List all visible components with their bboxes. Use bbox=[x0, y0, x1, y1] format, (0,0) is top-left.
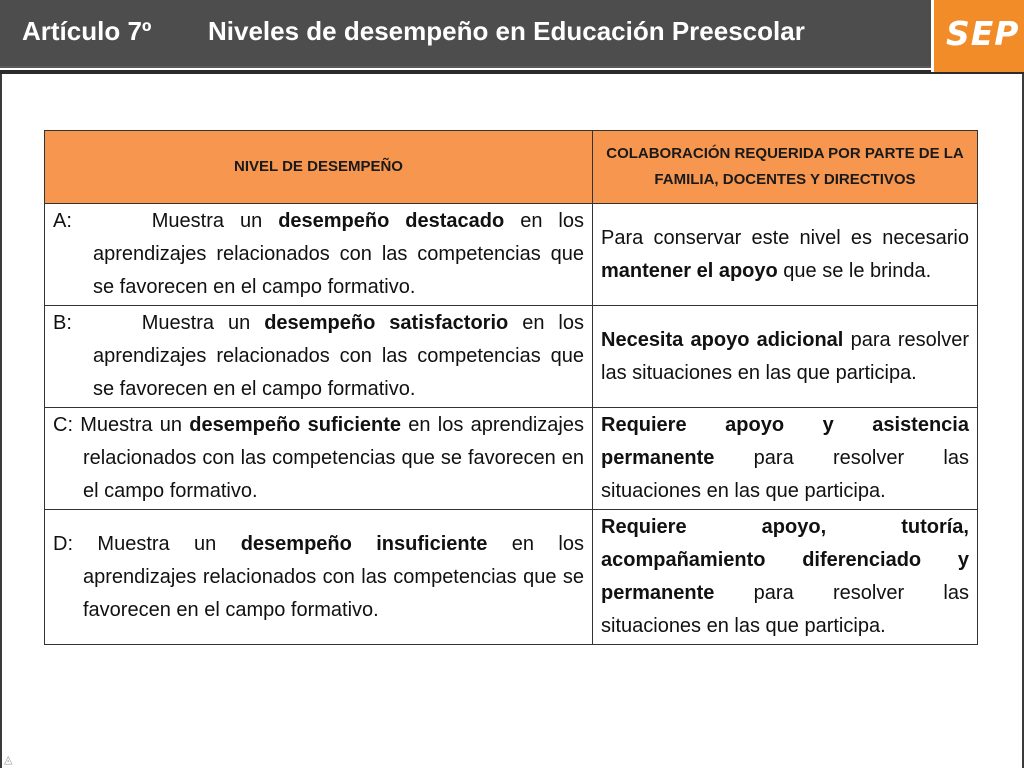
collab-bold: Requiere apoyo, tutoría, acompañamiento diferenciado y permanente bbox=[601, 516, 969, 604]
collab-cell bbox=[593, 306, 978, 408]
header-bar bbox=[0, 0, 1024, 66]
level-post: en los aprendizajes relacionados con las competencias que se favorecen en el campo formativo. bbox=[83, 532, 584, 621]
collab-cell bbox=[593, 408, 978, 510]
level-pre: Muestra un bbox=[151, 210, 263, 232]
table-row bbox=[45, 204, 978, 306]
level-post: en los aprendizajes relacionados con las competencias que se favorecen en el campo formativo. bbox=[83, 414, 584, 502]
level-bold: desempeño satisfactorio bbox=[264, 312, 509, 334]
sep-logo bbox=[931, 0, 1024, 72]
level-prefix: C: bbox=[53, 414, 73, 436]
collab-post: para resolver las situaciones en las que participa. bbox=[601, 447, 969, 502]
level-bold: desempeño destacado bbox=[278, 210, 505, 232]
level-text bbox=[53, 409, 584, 508]
slide-title: Niveles de desempeño en Educación Preescolar bbox=[208, 16, 805, 46]
level-post: en los aprendizajes relacionados con las competencias que se favorecen en el campo formativo. bbox=[93, 312, 584, 400]
corner-mark-icon: ◬ bbox=[4, 754, 13, 766]
table-row bbox=[45, 408, 978, 510]
level-cell bbox=[45, 510, 593, 645]
level-bold: desempeño insuficiente bbox=[240, 532, 488, 555]
article-label: Artículo 7º bbox=[22, 16, 152, 46]
header-collaboration: COLABORACIÓN REQUERIDA POR PARTE DE LA FAMILIA, DOCENTES Y DIRECTIVOS bbox=[593, 131, 978, 204]
level-text bbox=[53, 528, 584, 627]
collab-post: para resolver las situaciones en las que participa. bbox=[601, 328, 969, 384]
level-prefix: A: bbox=[53, 210, 72, 232]
collab-pre: Para conservar este nivel es necesario bbox=[601, 226, 969, 249]
level-cell bbox=[45, 204, 593, 306]
table-header-row bbox=[45, 131, 978, 204]
header-level: NIVEL DE DESEMPEÑO bbox=[45, 131, 593, 204]
level-text bbox=[53, 307, 584, 406]
header-divider bbox=[0, 66, 1024, 74]
collab-cell bbox=[593, 204, 978, 306]
level-prefix: B: bbox=[53, 312, 72, 334]
level-bold: desempeño suficiente bbox=[189, 414, 402, 436]
level-pre: Muestra un bbox=[80, 414, 182, 436]
collab-post: para resolver las situaciones en las que participa. bbox=[601, 582, 969, 637]
level-pre: Muestra un bbox=[97, 532, 217, 555]
performance-levels-table bbox=[44, 130, 978, 645]
level-cell bbox=[45, 408, 593, 510]
collab-bold: mantener el apoyo bbox=[601, 259, 778, 282]
left-border bbox=[0, 74, 2, 768]
table-row bbox=[45, 510, 978, 645]
table-row bbox=[45, 306, 978, 408]
level-text bbox=[53, 205, 584, 304]
level-post: en los aprendizajes relacionados con las competencias que se favorecen en el campo formativo. bbox=[93, 210, 584, 298]
collab-post: que se le brinda. bbox=[783, 259, 932, 282]
sep-logo-text: SEP bbox=[946, 14, 1020, 53]
level-pre: Muestra un bbox=[141, 312, 251, 334]
level-prefix: D: bbox=[53, 532, 73, 555]
collab-bold: Necesita apoyo adicional bbox=[601, 328, 844, 351]
collab-cell bbox=[593, 510, 978, 645]
level-cell bbox=[45, 306, 593, 408]
collab-bold: Requiere apoyo y asistencia permanente bbox=[601, 414, 969, 469]
